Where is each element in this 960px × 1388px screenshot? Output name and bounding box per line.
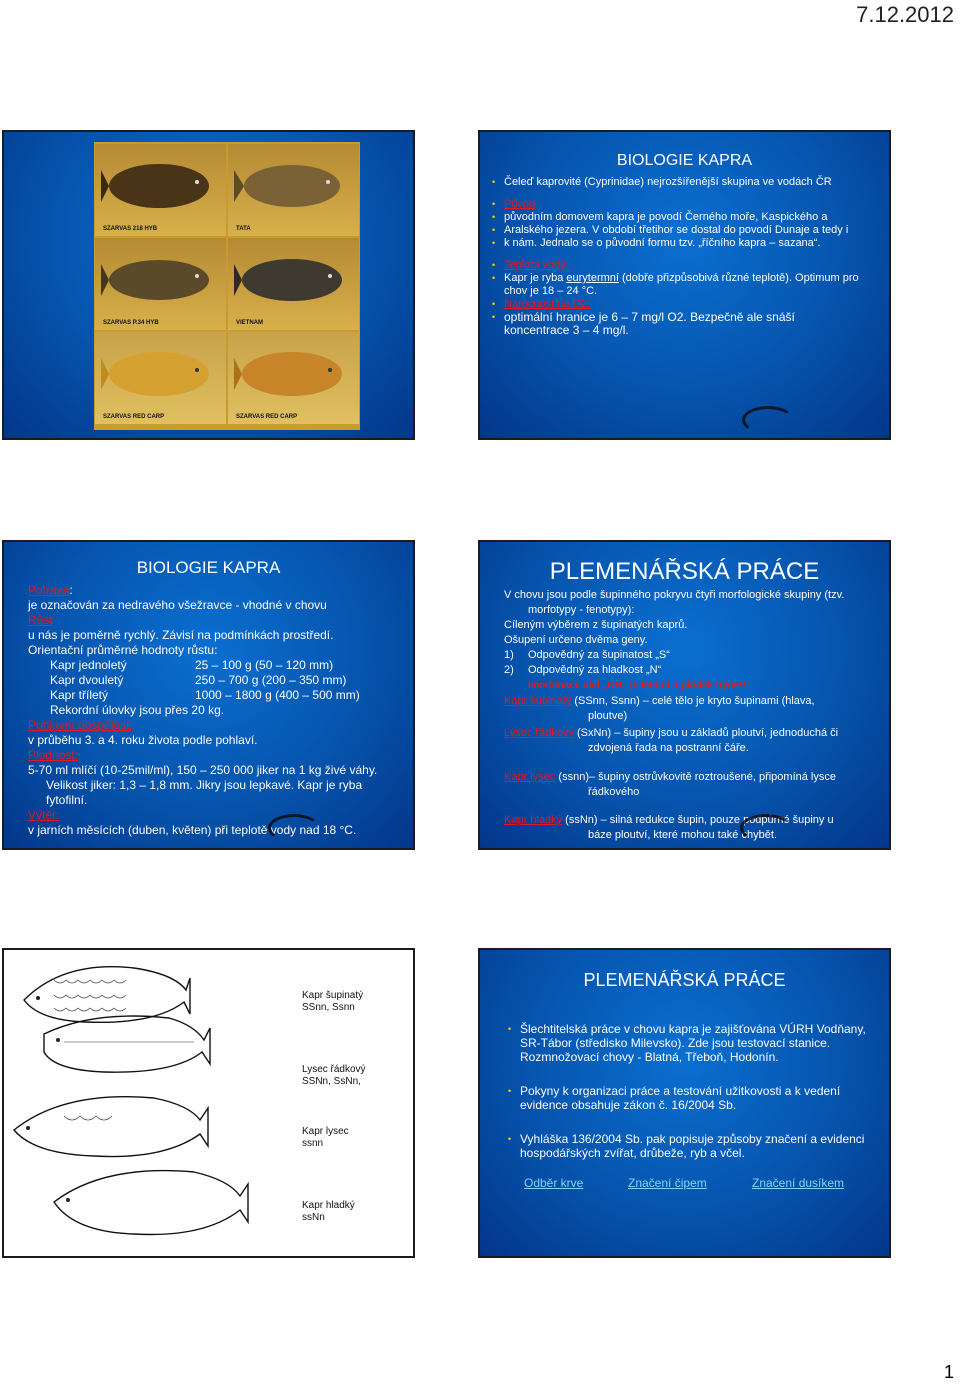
carp-photo [95,332,226,424]
type-line: Lysec řádkový (SxNn) – šupiny jsou u základů ploutví, jednoduchá či zdvojená řada na postranní čáře. [504,727,839,754]
slide-3-title: BIOLOGIE KAPRA [136,558,281,577]
carp-photo [95,144,226,236]
photo-caption: VIETNAM [236,320,263,326]
slide-4 [478,540,891,850]
carp-photo [228,238,359,330]
slide-5 [2,948,415,1258]
intro-line-4: Ošupení určeno dvěma geny. [504,634,648,646]
origin-text-3: • k nám. Jednalo se o původní formu tzv. „říčního kapra – sazana“. [486,237,881,250]
slide-2 [478,130,891,440]
leather-carp-drawing [54,1171,248,1235]
origin-label: Původ [504,198,536,210]
lethal-warning: kombinace alel „NN“ je letální a plodek hyne!!! [528,680,750,691]
photo-caption: SZARVAS P.34 HYB [103,320,159,326]
fish-caption: Kapr hladký ssNn [302,1200,355,1223]
food-label: Potrava [28,583,70,597]
spawning-text: v jarních měsících (duben, květen) při teplotě vody nad 18 °C. [28,823,357,837]
maturity-text: v průběhu 3. a 4. roku života podle pohlaví. [28,733,258,747]
intro-line-2: morfotypy - fenotypy): [528,604,635,616]
record-text: Rekordní úlovky jsou přes 20 kg. [50,703,225,717]
growth-text: u nás je poměrně rychlý. Závisí na podmínkách prostředí. [28,628,334,642]
document-date: 7.12.2012 [856,2,954,27]
temperature-label: Teplota vody: [504,259,569,271]
oxygen-label: Nároćnost na O2: [504,298,591,310]
type-leather: Kapr hladký (ssNn) – silná redukce šupin, pouze podpůrné šupiny u báze ploutví, které mohou také chybět. [504,814,834,841]
link-blood-sampling[interactable]: Odběr krve [524,1176,584,1190]
photo-caption: SZARVAS RED CARP [103,414,165,420]
scaled-carp-drawing [24,967,190,1023]
slide-6 [478,948,891,1258]
photo-caption: SZARVAS RED CARP [236,414,298,420]
ripple-decoration [268,814,320,842]
carp-photo [228,144,359,236]
slide-1 [2,130,415,440]
food-text: je označován za nedravého všežravce - vhodné v chovu [28,598,327,612]
photo-caption: TATA [236,226,251,232]
growth-row: Kapr dvouletý 250 – 700 g (200 – 350 mm) [50,673,347,687]
slide-3 [2,540,415,850]
oxygen-text: • optimální hranice je 6 – 7 mg/l O2. Bezpečně ale snáší koncentrace 3 – 4 mg/l. [486,311,881,337]
growth-row: Kapr jednoletý 25 – 100 g (50 – 120 mm) [50,658,334,672]
growth-orient: Orientační průměrné hodnoty růstu: [28,643,218,657]
breeding-bullet-1: • Šlechtitelská práce v chovu kapra je zajišťována VÚRH Vodňany, SR-Tábor (středisko Milevsko). Zde jsou testovací stanice. Rozmnožovací chovy - Blatná, Třeboň, Hodonín. [502,1022,872,1064]
gene-item-2: 2) Odpovědný za hladkost „N“ [504,664,662,676]
maturity-label: Pohlavní dospělost: [28,718,133,732]
breeding-bullet-3: • Vyhláška 136/2004 Sb. pak popisuje způsoby značení a evidenci hospodářských zvířat, drůbeže, ryb a včel. [502,1132,872,1160]
type-scaled: Kapr šupinatý (SSnn, Ssnn) – celé tělo je kryto šupinami (hlava, ploutve) [504,695,815,722]
temperature-text: • Kapr je ryba eurytermní (dobře přizpůsobivá různé teplotě). Optimum pro chov je 18 – 24 °C. [486,272,881,298]
ripple-decoration [740,814,792,842]
page-number: 1 [943,1362,954,1382]
link-chip-marking[interactable]: Značení čipem [628,1176,707,1190]
fish-caption: Kapr šupinatý SSnn, Ssnn [302,990,364,1013]
ripple-decoration [742,406,794,434]
carp-photo [228,332,359,424]
line-carp-drawing [44,1016,210,1072]
type-mirror: Kapr lysec (ssnn)– šupiny ostrůvkovitě roztroušené, připomíná lysce řádkového [504,771,836,798]
carp-photo-collage [94,142,360,430]
origin-text-2: • Aralského jezera. V období třetihor se dostal do povodí Dunaje a tedy i [486,224,881,237]
spawning-label: Výtěr: [28,808,60,822]
slide-4-title: PLEMENÁŘSKÁ PRÁCE [549,558,820,585]
link-nitrogen-marking[interactable]: Značení dusíkem [752,1176,845,1190]
fertility-label: Plodnost: [28,748,79,762]
intro-line-3: Cíleným výběrem z šupinatých kaprů. [504,619,688,631]
growth-row: Kapr tříletý 1000 – 1800 g (400 – 500 mm) [50,688,360,702]
fertility-text: 5-70 ml mlíčí (10-25mil/ml), 150 – 250 000 jiker na 1 kg živé váhy. Velikost jiker: 1,3 – 1,8 mm. Jikry jsou lepkavé. Kapr je ryba fytofilní. [28,763,378,807]
photo-caption: SZARVAS 218 HYB [103,226,158,232]
slide-2-title: BIOLOGIE KAPRA [616,152,753,169]
mirror-carp-drawing [14,1097,208,1157]
slide-6-title: PLEMENÁŘSKÁ PRÁCE [583,970,786,990]
carp-drawings [4,950,300,1256]
food-colon: : [69,583,73,597]
intro-line-1: V chovu jsou podle šupinného pokryvu čtyři morfologické skupiny (tzv. [504,589,845,601]
growth-label: Růst [28,613,53,627]
breeding-bullet-2: • Pokyny k organizaci práce a testování užitkovosti a k vedení evidence obsahuje zákon č. 16/2004 Sb. [502,1084,872,1112]
origin-text-1: • původním domovem kapra je povodí Černého moře, Kaspického a [486,211,881,224]
fish-caption: Kapr lysec ssnn [302,1126,349,1149]
bullet-family: • Čeleď kaprovité (Cyprinidae) nejrozšířenější skupina ve vodách ČR [486,176,881,189]
carp-photo [95,238,226,330]
fish-caption: Lysec řádkový SSNn, SsNn, [302,1064,366,1087]
gene-item-1: 1) Odpovědný za šupinatost „S“ [504,649,670,661]
